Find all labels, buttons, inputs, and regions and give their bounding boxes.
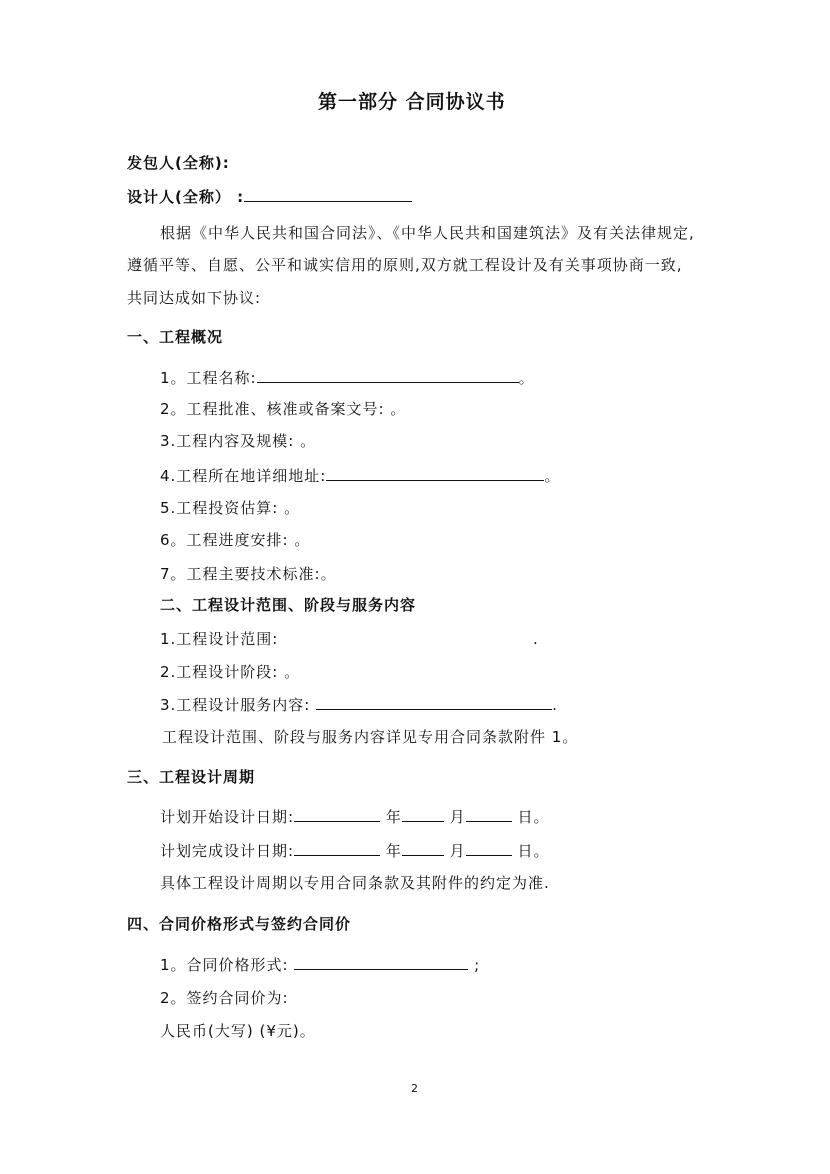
list-item-dot: . <box>533 630 539 648</box>
intro-line: 根据《中华人民共和国合同法》、《中华人民共和国建筑法》及有关法律规定, <box>160 224 695 242</box>
page-number: 2 <box>411 1082 419 1095</box>
section-heading: 三、工程设计周期 <box>127 768 256 786</box>
note: 具体工程设计周期以专用合同条款及其附件的约定为准. <box>160 874 550 892</box>
section-heading: 四、合同价格形式与签约合同价 <box>127 915 352 933</box>
list-item: 5.工程投资估算: 。 <box>160 499 301 517</box>
list-item: 6。工程进度安排: 。 <box>160 531 311 549</box>
page-title: 第一部分 合同协议书 <box>318 91 506 113</box>
list-item: 4.工程所在地详细地址: 。 <box>160 467 561 485</box>
list-item: 2.工程设计阶段: 。 <box>160 663 301 681</box>
start-date: 计划开始设计日期: 年 月 日。 <box>160 808 550 826</box>
list-item: 3.工程设计服务内容: . <box>160 696 558 714</box>
list-item: 2。工程批准、核准或备案文号: 。 <box>160 400 407 418</box>
list-item: 1。工程名称: 。 <box>160 369 535 387</box>
list-item: 1。合同价格形式: ; <box>160 956 481 974</box>
list-item: 人民币(大写) (¥元)。 <box>160 1022 316 1040</box>
designer-label: 设计人(全称） : <box>127 187 412 207</box>
section-heading: 二、工程设计范围、阶段与服务内容 <box>160 596 417 614</box>
employer-label: 发包人(全称): <box>127 154 230 172</box>
list-item: 3.工程内容及规模: 。 <box>160 432 317 450</box>
intro-line: 共同达成如下协议: <box>127 289 262 307</box>
list-item: 7。工程主要技术标准:。 <box>160 565 337 583</box>
list-item: 1.工程设计范围: <box>160 630 279 648</box>
intro-line: 遵循平等、自愿、公平和诚实信用的原则,双方就工程设计及有关事项协商一致, <box>127 256 683 274</box>
note: 工程设计范围、阶段与服务内容详见专用合同条款附件 1。 <box>162 728 579 746</box>
section-heading: 一、工程概况 <box>127 328 224 346</box>
finish-date: 计划完成设计日期: 年 月 日。 <box>160 842 550 860</box>
list-item: 2。签约合同价为: <box>160 989 289 1007</box>
